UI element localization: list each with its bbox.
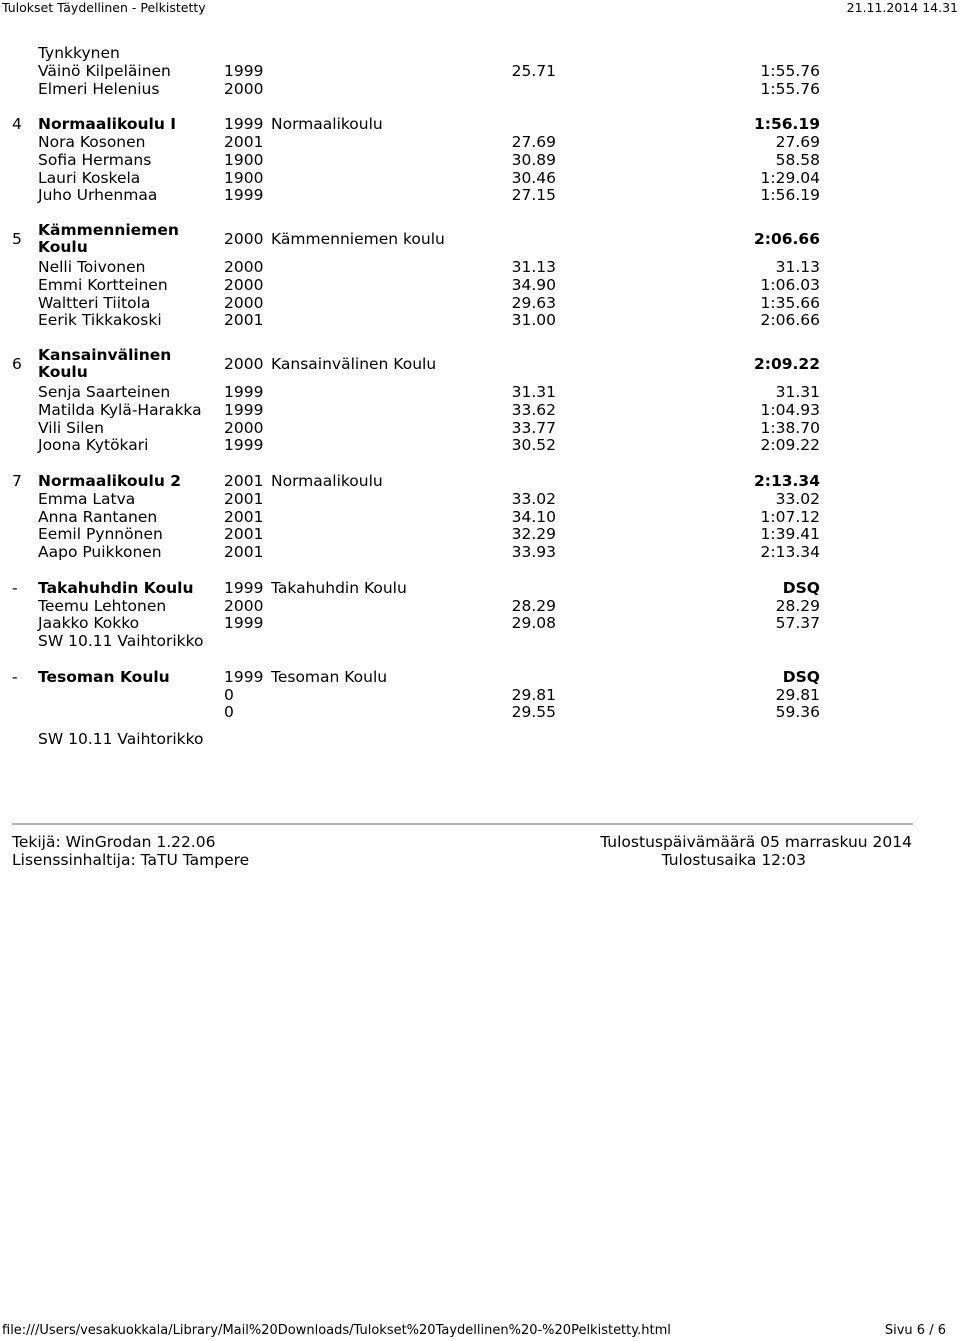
member-year: 1999 [224, 61, 264, 80]
member-name: Anna Rantanen [38, 507, 158, 526]
team-name: Kansainvälinen [38, 346, 172, 364]
team-club: Kansainvälinen Koulu [271, 355, 437, 373]
member-year: 2001 [224, 543, 264, 562]
member-time: 1:39.41 [760, 525, 820, 544]
note-text: SW 10.11 Vaihtorikko [38, 632, 204, 651]
member-split: 33.02 [511, 489, 556, 508]
print-footer [0, 1322, 960, 1340]
team-club: Tesoman Koulu [271, 667, 388, 686]
member-split: 31.13 [511, 258, 556, 276]
footer-divider [12, 823, 913, 825]
member-split: 27.69 [511, 133, 556, 151]
team-name-line2: Koulu [38, 363, 88, 381]
team-row [0, 115, 960, 133]
member-row [0, 62, 960, 80]
team-time: 2:13.34 [753, 472, 820, 490]
member-year: 2001 [224, 311, 264, 330]
member-time: 31.31 [775, 383, 820, 401]
team-club: Takahuhdin Koulu [271, 578, 407, 597]
member-split: 34.90 [511, 275, 556, 294]
team-name-line [0, 239, 960, 257]
member-time: 29.81 [775, 685, 820, 704]
member-name: Senja Saarteinen [38, 383, 171, 401]
member-name: Vili Silen [38, 418, 104, 437]
team-year: 2001 [224, 472, 264, 490]
team-place: 6 [12, 355, 22, 373]
team-year: 2000 [224, 355, 264, 373]
team-time: 1:56.19 [753, 115, 820, 134]
member-split: 27.15 [511, 186, 556, 205]
member-row [0, 703, 960, 721]
team-name: Normaalikoulu I [38, 115, 177, 134]
licensee-text: Lisenssinhaltija: TaTU Tampere [12, 851, 250, 869]
member-year: 2001 [224, 507, 264, 526]
team-club: Kämmenniemen koulu [271, 230, 445, 248]
team-year: 1999 [224, 578, 264, 597]
member-time: 33.02 [775, 489, 820, 508]
disqualification-note [0, 632, 960, 650]
member-row [0, 508, 960, 526]
member-row [0, 419, 960, 437]
team-name: Normaalikoulu 2 [38, 472, 182, 490]
member-year: 2001 [224, 525, 264, 544]
member-name: Nelli Toivonen [38, 258, 146, 276]
member-time: 1:35.66 [760, 293, 820, 312]
member-row [0, 597, 960, 615]
member-year: 1999 [224, 400, 264, 419]
member-year: 1900 [224, 150, 264, 169]
member-name: Waltteri Tiitola [38, 293, 151, 312]
file-path: file:///Users/vesakuokkala/Library/Mail%20Downloads/Tulokset%20Taydellinen%20-%20Pelkistetty.html [2, 1323, 671, 1338]
member-time: 1:07.12 [760, 507, 820, 526]
team-name-line [0, 364, 960, 382]
member-name: Sofia Hermans [38, 150, 152, 169]
team-time: DSQ [782, 578, 820, 597]
member-name: Teemu Lehtonen [38, 596, 167, 615]
team-name-line [0, 347, 960, 365]
member-year: 1999 [224, 383, 264, 401]
page-number: Sivu 6 / 6 [884, 1323, 946, 1338]
team-place: - [12, 667, 18, 686]
member-time: 27.69 [775, 133, 820, 151]
member-row [0, 525, 960, 543]
member-name: Jaakko Kokko [38, 614, 140, 633]
member-time: 57.37 [775, 614, 820, 633]
member-row [0, 294, 960, 312]
team-name: Kämmenniemen [38, 221, 179, 239]
member-time: 1:29.04 [760, 168, 820, 187]
member-row [0, 614, 960, 632]
member-split: 30.46 [511, 168, 556, 187]
member-name: Nora Kosonen [38, 133, 146, 151]
print-time-text: Tulostusaika 12:03 [661, 851, 806, 869]
team-year: 1999 [224, 115, 264, 134]
member-year: 0 [224, 703, 234, 722]
team-club: Normaalikoulu [271, 472, 383, 490]
team-row [0, 668, 960, 686]
member-split: 34.10 [511, 507, 556, 526]
team-row [0, 472, 960, 490]
member-name: Emma Latva [38, 489, 136, 508]
author-text: Tekijä: WinGrodan 1.22.06 [12, 833, 216, 851]
member-name: Juho Urhenmaa [38, 186, 158, 205]
member-name: Eerik Tikkakoski [38, 311, 162, 330]
member-time: 2:09.22 [760, 436, 820, 455]
page-title: Tulokset Täydellinen - Pelkistetty [2, 0, 206, 15]
member-name: Aapo Puikkonen [38, 543, 162, 562]
member-time: 31.13 [775, 258, 820, 276]
member-year: 2000 [224, 79, 264, 98]
member-time: 1:55.76 [760, 61, 820, 80]
team-place: 7 [12, 472, 22, 490]
member-year: 1900 [224, 168, 264, 187]
member-time: 1:04.93 [760, 400, 820, 419]
team-time: 2:09.22 [753, 355, 820, 373]
print-datetime: 21.11.2014 14.31 [846, 0, 958, 15]
member-row [0, 276, 960, 294]
team-name: Tynkkynen [38, 44, 120, 62]
member-time: 1:55.76 [760, 79, 820, 98]
member-split: 28.29 [511, 596, 556, 615]
team-name: Takahuhdin Koulu [38, 578, 194, 597]
member-name: Väinö Kilpeläinen [38, 61, 171, 80]
member-row [0, 80, 960, 98]
team-time: 2:06.66 [753, 230, 820, 248]
disqualification-note [0, 730, 960, 748]
team-name-line2: Koulu [38, 238, 88, 256]
member-split: 30.52 [511, 436, 556, 455]
note-text: SW 10.11 Vaihtorikko [38, 730, 204, 749]
team-time: DSQ [782, 667, 820, 686]
member-row [0, 490, 960, 508]
member-time: 58.58 [775, 150, 820, 169]
member-time: 2:06.66 [760, 311, 820, 330]
member-row [0, 133, 960, 151]
member-name: Eemil Pynnönen [38, 525, 163, 544]
team-name-continued [0, 44, 960, 62]
member-time: 1:38.70 [760, 418, 820, 437]
member-row [0, 383, 960, 401]
member-name: Lauri Koskela [38, 168, 141, 187]
member-row [0, 543, 960, 561]
member-year: 0 [224, 685, 234, 704]
member-name: Joona Kytökari [38, 436, 149, 455]
member-time: 1:56.19 [760, 186, 820, 205]
member-row [0, 151, 960, 169]
member-row [0, 686, 960, 704]
team-name-line [0, 222, 960, 240]
team-place: - [12, 578, 18, 597]
member-name: Emmi Kortteinen [38, 275, 168, 294]
member-year: 1999 [224, 436, 264, 455]
team-place: 5 [12, 230, 22, 248]
member-time: 28.29 [775, 596, 820, 615]
team-name: Tesoman Koulu [38, 667, 170, 686]
team-year: 1999 [224, 667, 264, 686]
member-year: 1999 [224, 186, 264, 205]
member-year: 2000 [224, 275, 264, 294]
member-year: 2000 [224, 418, 264, 437]
member-split: 33.93 [511, 543, 556, 562]
member-split: 33.77 [511, 418, 556, 437]
member-row [0, 169, 960, 187]
member-split: 30.89 [511, 150, 556, 169]
member-year: 2000 [224, 293, 264, 312]
member-split: 32.29 [511, 525, 556, 544]
member-row [0, 436, 960, 454]
member-year: 2000 [224, 258, 264, 276]
member-split: 25.71 [511, 61, 556, 80]
member-split: 29.08 [511, 614, 556, 633]
member-name: Elmeri Helenius [38, 79, 160, 98]
member-time: 59.36 [775, 703, 820, 722]
print-date-text: Tulostuspäivämäärä 05 marraskuu 2014 [600, 833, 912, 851]
team-club: Normaalikoulu [271, 115, 383, 134]
member-split: 29.63 [511, 293, 556, 312]
member-split: 31.31 [511, 383, 556, 401]
member-row [0, 311, 960, 329]
member-time: 1:06.03 [760, 275, 820, 294]
member-row [0, 258, 960, 276]
member-split: 29.81 [511, 685, 556, 704]
member-year: 2001 [224, 489, 264, 508]
member-name: Matilda Kylä-Harakka [38, 400, 202, 419]
member-time: 2:13.34 [760, 543, 820, 562]
member-row [0, 401, 960, 419]
member-split: 29.55 [511, 703, 556, 722]
member-year: 2001 [224, 133, 264, 151]
team-row [0, 579, 960, 597]
member-row [0, 186, 960, 204]
member-year: 2000 [224, 596, 264, 615]
member-split: 31.00 [511, 311, 556, 330]
member-split: 33.62 [511, 400, 556, 419]
member-year: 1999 [224, 614, 264, 633]
team-place: 4 [12, 115, 22, 134]
team-year: 2000 [224, 230, 264, 248]
